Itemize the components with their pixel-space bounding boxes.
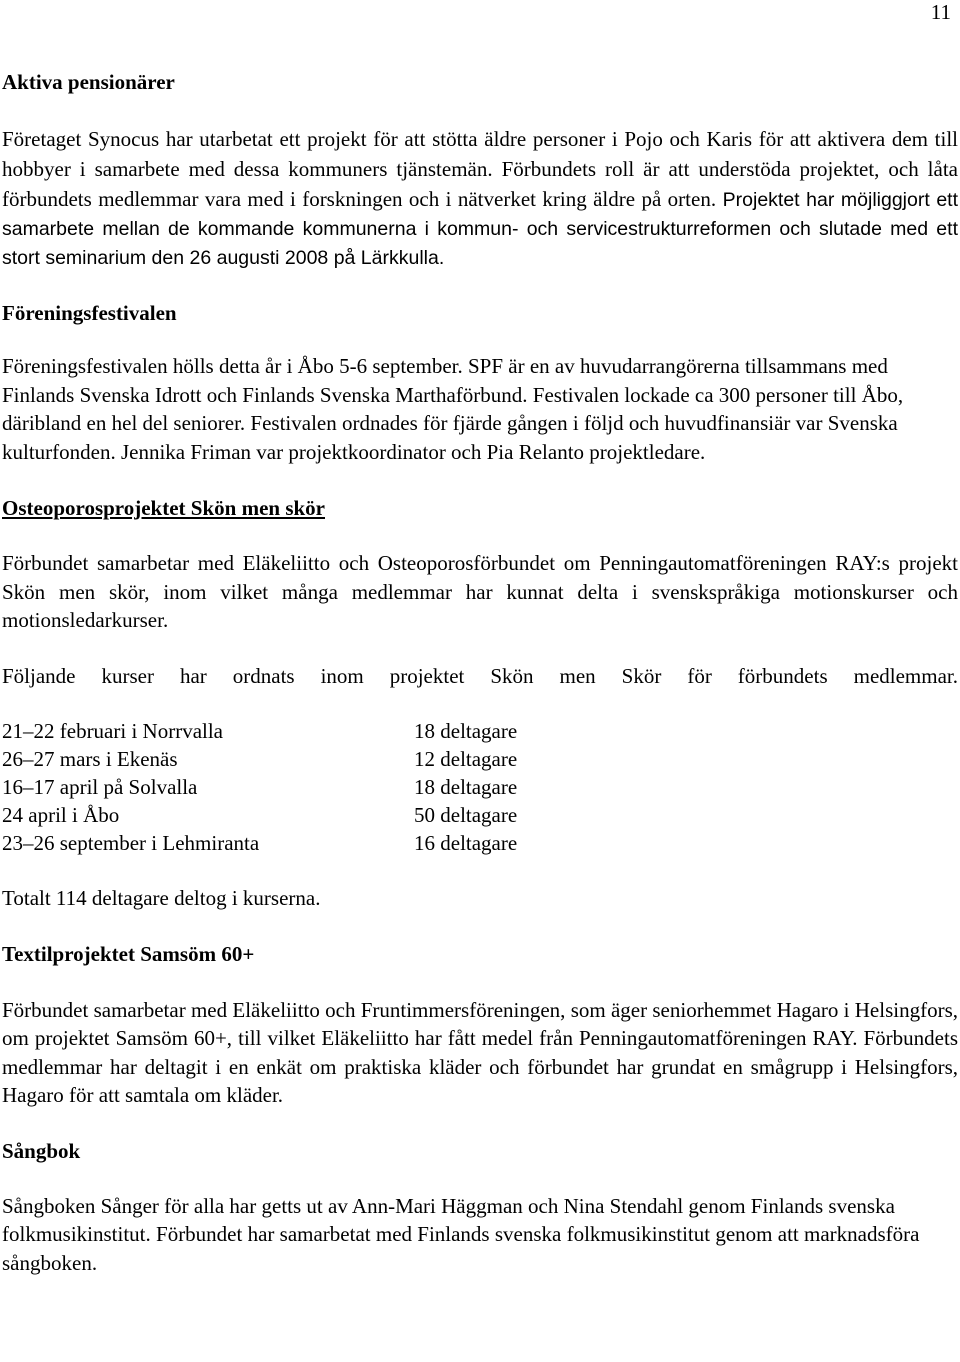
page-number: 11 (930, 0, 951, 24)
course-place: 26–27 mars i Ekenäs (2, 747, 178, 771)
heading-aktiva-pensionarer: Aktiva pensionärer (2, 70, 175, 94)
paragraph-sangbok: Sångboken Sånger för alla har getts ut av Ann-Mari Häggman och Nina Stendahl genom Finlands svenska folkmusikinstitut. Förbundet har samarbetat med Finlands svenska folkmusikinstitut genom att marknadsföra sångboken. (2, 1193, 920, 1275)
course-place: 16–17 april på Solvalla (2, 775, 198, 799)
course-list (2, 717, 958, 857)
course-place: 23–26 september i Lehmiranta (2, 831, 260, 855)
course-count: 16 deltagare (414, 831, 518, 855)
paragraph-foreningsfestivalen: Föreningsfestivalen hölls detta år i Åbo 5-6 september. SPF är en av huvudarrangörerna tillsammans med Finlands Svenska Idrott och Finlands Svenska Marthaförbund. Festivalen lockade ca 300 personer till Åbo, däribland en hel del seniorer. Festivalen ordnades för fjärde gången i följd och huvudfinansiär var Svenska kulturfonden. Jennika Friman var projektkoordinator och Pia Relanto projektledare. (2, 354, 904, 464)
course-count: 18 deltagare (414, 719, 518, 743)
paragraph-courses-intro: Följande kurser har ordnats inom projektet Skön men Skör för förbundets medlemmar. (2, 663, 958, 688)
course-count: 50 deltagare (414, 803, 518, 827)
heading-foreningsfestivalen: Föreningsfestivalen (2, 301, 177, 325)
course-place: 24 april i Åbo (2, 803, 120, 827)
paragraph-courses-total: Totalt 114 deltagare deltog i kurserna. (2, 886, 321, 910)
paragraph-aktiva-part-2: Projektet har möjliggjort ett samarbete mellan de kommande kommunerna i kommun- och servicestrukturreformen och slutade med ett stort seminarium den 26 augusti 2008 på Lärkkulla. (2, 189, 959, 269)
heading-textilprojektet: Textilprojektet Samsöm 60+ (2, 941, 255, 966)
course-row (2, 745, 958, 773)
paragraph-aktiva-pensionarer (2, 125, 958, 273)
course-row (2, 829, 958, 857)
course-row (2, 773, 958, 801)
course-place: 21–22 februari i Norrvalla (2, 719, 224, 743)
course-row (2, 717, 958, 745)
page-content (2, 68, 958, 1277)
paragraph-aktiva-part-1: Företaget Synocus har utarbetat ett projekt för att stötta äldre personer i Pojo och Karis för att aktivera dem till hobbyer i samarbete med dessa kommuners tjänstemän. Förbundets roll är att understöda projektet, och låta förbundets medlemmar vara med i forskningen och i nätverket kring äldre på orten. (2, 127, 958, 211)
course-count: 12 deltagare (414, 747, 518, 771)
course-count: 18 deltagare (414, 775, 518, 799)
heading-osteoporosprojektet: Osteoporosprojektet Skön men skör (2, 496, 325, 520)
paragraph-textilprojektet: Förbundet samarbetar med Eläkeliitto och Fruntimmersföreningen, som äger seniorhemmet Hagaro i Helsingfors, om projektet Samsöm 60+, till vilket Eläkeliitto har fått medel från Penningautomatföreningen RAY. Förbundets medlemmar har deltagit i en enkät om praktiska kläder och förbundet har grundat en smågrupp i Helsingfors, Hagaro för att samtala om kläder. (2, 997, 958, 1107)
paragraph-osteoporosprojektet: Förbundet samarbetar med Eläkeliitto och Osteoporosförbundet om Penningautomatföreningen RAY:s projekt Skön men skör, inom vilket många medlemmar har kunnat delta i svenskspråkiga motionskurser och motionsledarkurser. (2, 551, 958, 632)
heading-sangbok: Sångbok (2, 1138, 81, 1163)
course-row (2, 801, 958, 829)
